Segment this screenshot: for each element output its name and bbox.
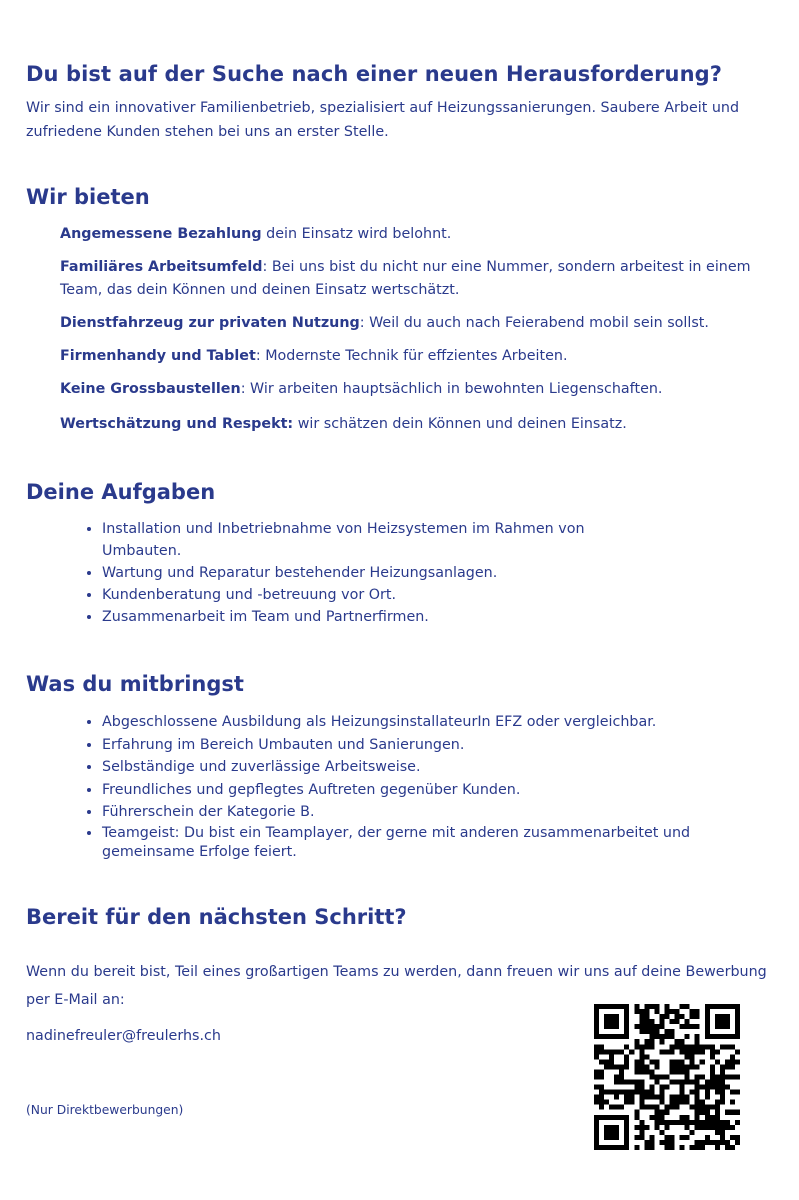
list-item: • Führerschein der Kategorie B. (102, 801, 742, 824)
intro-text: Wir sind ein innovativer Familienbetrieb, spezialisiert auf Heizungssanierungen. Saubere Arbeit und zufriedene Kunden stehen bei uns an erster Stelle. (26, 100, 740, 140)
offer-text: : Weil du auch nach Feierabend mobil sein sollst. (359, 315, 709, 331)
offer-label: Angemessene Bezahlung (60, 226, 262, 242)
contact-heading: Bereit für den nächsten Schritt? (26, 905, 407, 929)
list-item: • Erfahrung im Bereich Umbauten und Sanierungen. (102, 734, 742, 757)
list-item: • Installation und Inbetriebnahme von Heizsystemen im Rahmen von Umbauten. (102, 518, 662, 562)
contact-email[interactable]: nadinefreuler@freulerhs.ch (26, 1028, 221, 1044)
offer-label: Familiäres Arbeitsumfeld (60, 259, 263, 275)
list-item: • Zusammenarbeit im Team und Partnerfirmen. (102, 606, 662, 628)
list-item: • Freundliches und gepflegtes Auftreten gegenüber Kunden. (102, 779, 742, 802)
list-item: • Teamgeist: Du bist ein Teamplayer, der gerne mit anderen zusammenarbeitet und gemeinsame Erfolge feiert. (102, 824, 742, 862)
list-item: • Selbständige und zuverlässige Arbeitsweise. (102, 756, 742, 779)
list-item: • Wartung und Reparatur bestehender Heizungsanlagen. (102, 562, 662, 584)
offer-label: Firmenhandy und Tablet (60, 348, 256, 364)
offer-text: : Modernste Technik für effzientes Arbeiten. (255, 348, 568, 364)
offer-label: Wertschätzung und Respekt: (60, 416, 294, 432)
list-item: • Kundenberatung und -betreuung vor Ort. (102, 584, 662, 606)
offer-text: dein Einsatz wird belohnt. (261, 226, 452, 242)
offer-item (60, 413, 780, 436)
offer-label: Keine Grossbaustellen (60, 381, 241, 397)
requirements-heading: Was du mitbringst (26, 672, 244, 696)
offer-text: wir schätzen dein Können und deinen Einsatz. (293, 416, 627, 432)
tasks-list (80, 518, 662, 628)
contact-text: Wenn du bereit bist, Teil eines großartigen Teams zu werden, dann freuen wir uns auf deine Bewerbung per E-Mail an: (26, 964, 767, 1008)
offer-label: Dienstfahrzeug zur privaten Nutzung (60, 315, 360, 331)
offer-item (60, 312, 780, 335)
requirements-list (80, 711, 742, 862)
offers-list (60, 223, 780, 446)
tasks-heading: Deine Aufgaben (26, 480, 216, 504)
offer-item (60, 378, 780, 401)
offer-text: : Wir arbeiten hauptsächlich in bewohnten Liegenschaften. (240, 381, 663, 397)
offer-item (60, 223, 780, 246)
offer-item (60, 256, 780, 302)
page-title: Du bist auf der Suche nach einer neuen Herausforderung? (26, 62, 723, 86)
offer-text: : Bei uns bist du nicht nur eine Nummer, sondern arbeitest in einem Team, das dein Können und deinen Einsatz wertschätzt. (60, 259, 751, 298)
offers-heading: Wir bieten (26, 185, 150, 209)
list-item: • Abgeschlossene Ausbildung als HeizungsinstallateurIn EFZ oder vergleichbar. (102, 711, 742, 734)
offer-item (60, 345, 780, 368)
application-note: (Nur Direktbewerbungen) (26, 1103, 184, 1117)
qr-code-icon (594, 1004, 740, 1150)
